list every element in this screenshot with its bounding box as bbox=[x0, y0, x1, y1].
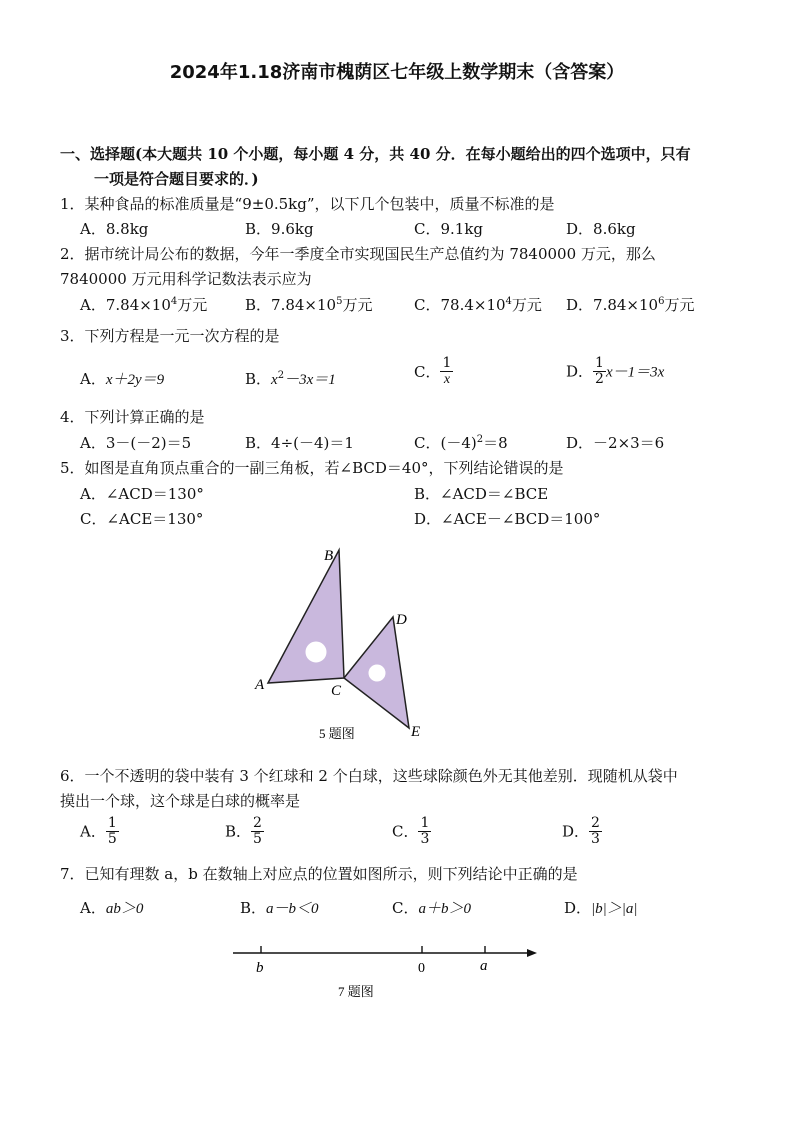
q1-option-b: B．9.6kg bbox=[245, 220, 314, 238]
q4-option-a: A．3－(－2)＝5 bbox=[80, 434, 192, 452]
q2-stem-line1: 2．据市统计局公布的数据，今年一季度全市实现国民生产总值约为 7840000 万元，那么 bbox=[60, 245, 656, 263]
q4-option-b: B．4÷(－4)＝1 bbox=[245, 434, 354, 452]
q7-option-b: B．a－b＜0 bbox=[240, 899, 319, 917]
q5-option-b: B．∠ACD＝∠BCE bbox=[414, 485, 549, 503]
q7-stem: 7．已知有理数 a，b 在数轴上对应点的位置如图所示，则下列结论中正确的是 bbox=[60, 865, 578, 883]
triangle-abc-hole bbox=[306, 642, 326, 662]
q6-option-d: D． $\frac{2}{3}$ bbox=[562, 815, 600, 847]
label-d: D bbox=[396, 612, 407, 628]
label-e: E bbox=[411, 724, 421, 740]
q6-option-c: C． $\frac{1}{3}$ bbox=[392, 815, 430, 847]
label-c: C bbox=[331, 683, 342, 699]
section-heading-line1: 一、选择题(本大题共 10 个小题，每小题 4 分，共 40 分．在每小题给出的四个选项中，只有 bbox=[60, 145, 691, 163]
q1-option-a: A．8.8kg bbox=[80, 220, 149, 238]
q3-option-d: D． $\frac{1}{2}$ x－1＝3x bbox=[566, 355, 665, 387]
page-title: 2024年1.18济南市槐荫区七年级上数学期末（含答案） bbox=[169, 62, 625, 83]
q5-option-d: D．∠ACE－∠BCD＝100° bbox=[414, 510, 601, 528]
q2-option-d: D．$7.84\times 10^6$万元 bbox=[566, 296, 695, 314]
q5-figure-caption: 5 题图 bbox=[319, 726, 355, 741]
q4-option-c: C．$(-4)^2=8$ bbox=[414, 434, 508, 452]
q6-option-a: A． $\frac{1}{5}$ bbox=[80, 815, 117, 847]
q2-stem-line2: 7840000 万元用科学记数法表示应为 bbox=[60, 270, 312, 288]
q1-stem: 1．某种食品的标准质量是“9±0.5kg”，以下几个包装中，质量不标准的是 bbox=[60, 195, 555, 213]
q7-option-c: C．a＋b＞0 bbox=[392, 899, 471, 917]
q3-option-c: C． $\frac{1}{x}$ bbox=[414, 355, 452, 387]
label-a: a bbox=[480, 958, 488, 974]
label-b: b bbox=[256, 960, 264, 976]
q7-option-a: A．ab＞0 bbox=[80, 899, 144, 917]
q6-stem-line2: 摸出一个球，这个球是白球的概率是 bbox=[60, 792, 301, 810]
q3-option-b: B．$x^2-3x=1$ bbox=[245, 370, 336, 388]
label-a: A bbox=[255, 677, 265, 693]
q6-stem-line1: 6．一个不透明的袋中装有 3 个红球和 2 个白球，这些球除颜色外无其他差别．现随机从袋中 bbox=[60, 767, 678, 785]
label-zero: 0 bbox=[418, 961, 425, 976]
section-heading-line2: 一项是符合题目要求的．) bbox=[94, 170, 259, 188]
triangle-cde-hole bbox=[369, 665, 385, 681]
number-line-arrow bbox=[527, 949, 537, 957]
q2-option-b: B．$7.84\times 10^5$万元 bbox=[245, 296, 373, 314]
q3-d-fraction: $\frac{1}{2}$ bbox=[595, 355, 604, 387]
q5-option-a: A．∠ACD＝130° bbox=[80, 485, 204, 503]
q7-option-d: D．|b|＞|a| bbox=[564, 899, 638, 917]
q4-option-d: D．－2×3＝6 bbox=[566, 434, 665, 452]
q6-option-b: B． $\frac{2}{5}$ bbox=[225, 815, 262, 847]
q1-option-c: C．9.1kg bbox=[414, 220, 484, 238]
q4-stem: 4．下列计算正确的是 bbox=[60, 408, 205, 426]
q7-number-line bbox=[225, 940, 545, 1002]
q5-triangle-figure bbox=[240, 538, 440, 748]
q2-option-c: C．$78.4\times 10^4$万元 bbox=[414, 296, 542, 314]
label-b: B bbox=[324, 548, 334, 564]
q2-option-a: A．$7.84\times 10^4$万元 bbox=[80, 296, 208, 314]
q7-figure-caption: 7 题图 bbox=[338, 984, 374, 999]
triangle-abc bbox=[268, 550, 344, 683]
q5-stem: 5．如图是直角顶点重合的一副三角板，若∠BCD＝40°，下列结论错误的是 bbox=[60, 459, 564, 477]
q5-option-c: C．∠ACE＝130° bbox=[80, 510, 204, 528]
q3-option-a: A．x＋2y＝9 bbox=[80, 370, 165, 388]
q3-stem: 3．下列方程是一元一次方程的是 bbox=[60, 327, 280, 345]
q3-c-fraction: $\frac{1}{x}$ bbox=[442, 355, 452, 387]
q1-option-d: D．8.6kg bbox=[566, 220, 636, 238]
